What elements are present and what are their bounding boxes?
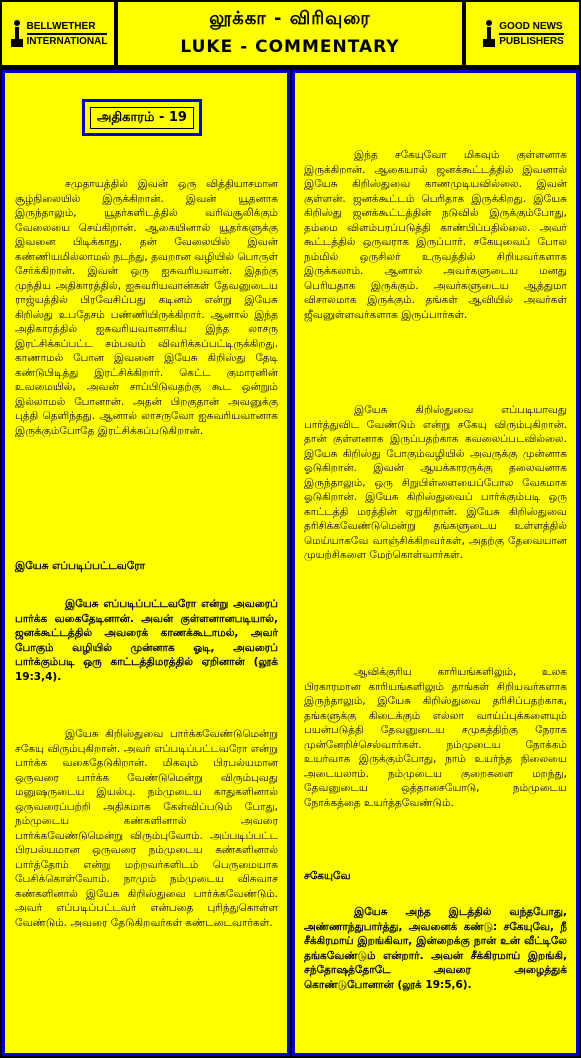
right-paragraph-2: இயேசு கிறிஸ்துவை எப்படியாவது பார்த்துவிட வேண்டும் என்று சகேயு விரும்புகிறான். தான் குள்ளனாக இருப்பதற்காக கவலைப்படவில்லை. இயேசு கிறிஸ்து போகும்வழியில் அவருக்கு முன்னாக ஓடுகிறான். இவன் ஆயக்காரருக்கு தலைவனாக இருந்தாலும், ஒரு சிறுபிள்ளையைப்போல வேகமாக ஓடுகிறான். இயேசு கிறிஸ்துவைப் பார்க்கும்படி ஒரு காட்டத்தி மரத்தின் ஏறுகிறான். இயேசு கிறிஸ்துவை தரிசிக்கவேண்டுமென்று தங்களுடைய உள்ளத்தில் மெய்யாகவே வாஞ்சிக்கிறவர்கள், அதற்கு தேவையான முயற்சிகளை மேற்கொள்வார்கள். xyxy=(304,404,567,561)
left-paragraph-2: இயேசு எப்படிப்பட்டவரோ என்று அவரைப் பார்க்க வகைதேடினான். அவன் குள்ளனானபடியால், ஜனக்கூட்டத்தில் அவரைக் காணக்கூடாமல், அவர் போகும் வழியில் முன்னாக ஓடி, அவரைப் பார்க்கும்படி ஒரு காட்டத்திமரத்தில் ஏறினான் (லூக் 19:3,4). xyxy=(15,598,278,683)
bellwether-line1: BELLWETHER xyxy=(27,20,108,35)
good-news-logo xyxy=(466,2,579,65)
right-heading: சகேயுவே xyxy=(304,870,351,882)
title-tamil: லூக்கா - விரிவுரை xyxy=(209,8,371,29)
bellwether-line2: INTERNATIONAL xyxy=(26,35,108,47)
title-english: LUKE - COMMENTARY xyxy=(180,37,400,57)
bellwether-logo xyxy=(2,2,114,65)
good-news-line2: PUBLISHERS xyxy=(499,35,564,47)
chapter-label-box xyxy=(82,99,202,136)
right-paragraph-3: ஆவிக்குரிய காரியங்களிலும், உலக பிரகாரமான காரியங்களிலும் தாங்கள் சிறியவர்களாக இருந்தாலும், இயேசு கிறிஸ்துவை தரிசிப்பதற்காக, தங்களுக்கு கிடைக்கும் எல்லா வாய்ப்புக்களையும் பயன்படுத்தி தேவனுடைய சமுகத்திற்கு நேராக முன்னேறிச்செல்வார்கள். நம்முடைய நோக்கம் உயர்வாக இருக்கும்போது, நாம் உயர்ந்த நிலையை அடையலாம். நம்முடைய குறைகளை மறந்து, தேவனுடைய ஒத்தாசையோடு, நம்முடைய நோக்கத்தை உயர்த்தவேண்டும். xyxy=(304,666,567,809)
chapter-label: அதிகாரம் - 19 xyxy=(90,107,194,129)
left-paragraph-1: சமுதாயத்தில் இவன் ஒரு வித்தியாசமான சூழ்நிலையில் இருக்கிறான். இவன் யூதனாக இருந்தாலும், யூதர்களிடத்தில் வரிவசூலிக்கும் வேலையை செய்கிறான். ஆகையினால் யூதர்களுக்கு இவனை பிடிக்காது. தன் வேலையில் இவன் கண்ணியமில்லாமல் நடந்து, தவறான வழியில் பொருள் சேர்க்கிறான். இவன் ஒரு ஐசுவரியவான். இதற்கு முந்திய அதிகாரத்தில், ஐசுவரியவான்கள் தேவனுடைய ராஜ்யத்தில் பிரவேசிப்பது கடினம் என்று இயேசு கிறிஸ்து உபதேசம் பண்ணியிருக்கிறார். ஆனால் இந்த அதிகாரத்தில் ஐசுவரியவானாகிய இந்த லாசரு இரட்சிக்கப்பட்ட சம்பவம் விவரிக்கப்பட்டிருக்கிறது. காணாமல் போன இவனை இயேசு கிறிஸ்து தேடி கண்டுபிடித்து இரட்சிக்கிறார். கெட்ட குமாரனின் உவமையில், அவன் சாப்பிடுவதற்கு கூட ஒன்றும் இல்லாமல் போனான். அதன் பிறகுதான் அவனுக்கு புத்தி தெளிந்தது. ஆனால் லாசருவோ ஐசுவரியவானாக இருக்கும்போதே இரட்சிக்கப்படுகிறான். xyxy=(15,178,278,437)
left-paragraph-3: இயேசு கிறிஸ்துவை பார்க்கவேண்டுமென்று சகேயு விரும்புகிறான். அவர் எப்படிப்பட்டவரோ என்று பார்க்க வகைதேடுகிறான். மிகவும் பிரபல்யமான ஒருவரை பார்க்க வேண்டுமென்று விரும்புவது மனுஷருடைய இயல்பு. நம்முடைய காதுகளினால் ஒருவரைப்பற்றி அதிகமாக கேள்விப்படும் போது, நம்முடைய கண்களினால் அவரை பார்க்கவேண்டுமென்று விரும்புவோம். அப்படிப்பட்ட பிரபல்யமான ஒருவரை நம்முடைய கண்களினால் பார்த்தோம் என்று மற்றவர்களிடம் பெருமையாக பேசிக்கொள்வோம். நாமும் நம்முடைய விசுவாச கண்களினால் இயேசு கிறிஸ்துவை பார்க்கவேண்டும். அவர் எப்படிப்பட்டவர் என்பதை புரிந்துகொள்ள வேண்டும். அவரை தேடுகிறவர்கள் கண்டடைவார்கள். xyxy=(15,728,278,929)
header xyxy=(0,0,581,69)
left-heading: இயேசு எப்படிப்பட்டவரோ xyxy=(15,560,146,572)
book-person-icon xyxy=(481,19,497,49)
right-column xyxy=(292,70,579,1056)
book-person-icon xyxy=(9,19,25,49)
title-box xyxy=(118,2,462,65)
right-paragraph-1: இந்த சகேயுவோ மிகவும் குள்ளனாக இருக்கிறான். ஆகையால் ஜனக்கூட்டத்தில் இவனால் இயேசு கிறிஸ்துவை காணமுடியவில்லை. இவன் குள்ளன். ஜனக்கூட்டம் பெரிதாக இருக்கிறது. இயேசு கிறிஸ்து ஜனக்கூட்டத்தின் நடுவில் இருக்கும்போது, தம்மை விளம்பரப்படுத்தி காண்பிப்பதில்லை. அவர் கூட்டத்தில் ஒருவராக இருப்பார். சகேயுவைப் போல நம்மில் ஒருசிலர் உருவத்தில் சிறியவர்களாக இருக்கலாம். ஆனால் அவர்களுடைய மனது பெரியதாக இருக்கும். அவர்களுடைய ஆத்துமா விசாலமாக இருக்கும். தங்கள் ஆவியில் அவர்கள் ஜீவனுள்ளவர்களாக இருப்பார்கள். xyxy=(304,149,567,321)
good-news-line1: GOOD NEWS xyxy=(499,20,563,35)
right-paragraph-4: இயேசு அந்த இடத்தில் வந்தபோது, அண்ணாந்துபார்த்து, அவனைக் கண்டு: சகேயுவே, நீ சீக்கிரமாய் இறங்கிவா, இன்றைக்கு நான் உன் வீட்டிலே தங்கவேண்டும் என்றார். அவன் சீக்கிரமாய் இறங்கி, சந்தோஷத்தோடே அவரை அழைத்துக் கொண்டுபோனான் (லூக் 19:5,6). xyxy=(304,906,567,991)
left-column xyxy=(2,70,290,1056)
